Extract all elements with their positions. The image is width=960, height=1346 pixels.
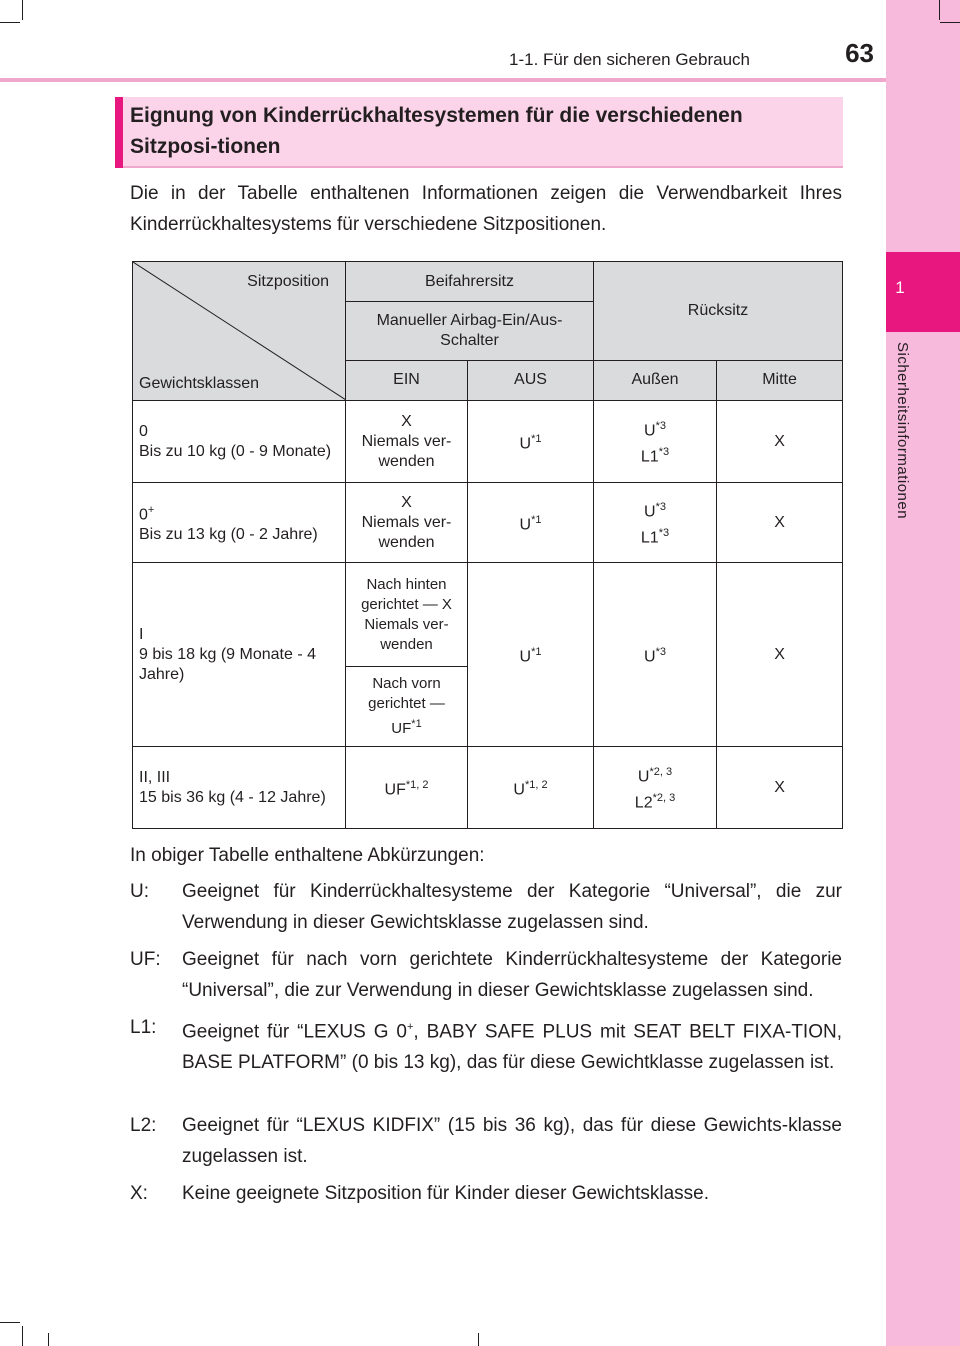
cell-ein bbox=[346, 401, 468, 483]
cell-note: Niemals ver-wenden bbox=[361, 513, 452, 551]
cell-aus bbox=[468, 563, 594, 747]
header-aussen: Außen bbox=[594, 360, 717, 400]
abbreviation-text: Geeignet für nach vorn gerichtete Kinderrückhaltesysteme der Kategorie “Universal”, die zur Verwendung in dieser Gewichtsklasse zugelassen sind. bbox=[182, 949, 842, 1001]
cell-ein bbox=[346, 483, 468, 563]
cell-ein-forward bbox=[346, 667, 468, 747]
cell-value: UF bbox=[384, 781, 406, 799]
cell-footnote: *2, 3 bbox=[649, 766, 673, 779]
crop-mark bbox=[48, 1333, 49, 1346]
abbreviation-item-u bbox=[130, 876, 842, 938]
cell-value: U bbox=[519, 516, 532, 534]
cell-footnote: *1, 2 bbox=[405, 778, 429, 791]
header-aus: AUS bbox=[468, 360, 594, 400]
cell-footnote: *3 bbox=[655, 501, 666, 514]
cell-value: U bbox=[513, 781, 525, 799]
cell-mitte: X bbox=[717, 563, 843, 747]
weight-class: 0 bbox=[139, 422, 148, 440]
abbreviation-key: X: bbox=[130, 1183, 148, 1204]
cell-aussen bbox=[594, 563, 717, 747]
abbreviation-item-uf bbox=[130, 944, 842, 1006]
cell-footnote: *3 bbox=[655, 645, 666, 658]
chapter-number: 1 bbox=[895, 278, 905, 297]
chapter-side-tab bbox=[886, 0, 960, 1346]
abbreviation-item-x bbox=[130, 1178, 842, 1209]
abbreviation-text-part: , BABY SAFE PLUS mit SEAT BELT FIXA-TION, BASE PLATFORM” (0 bis 13 kg), das für diese Gewichtklasse zugelassen ist. bbox=[182, 1021, 842, 1074]
section-heading: Eignung von Kinderrückhaltesystemen für die verschiedenen Sitzposi-tionen bbox=[130, 104, 743, 158]
weight-range: 9 bis 18 kg (9 Monate - 4 Jahre) bbox=[139, 645, 316, 683]
weight-class: 0 bbox=[139, 506, 148, 524]
table-corner-cell bbox=[133, 262, 346, 401]
cell-ein bbox=[346, 747, 468, 829]
abbreviation-text: Geeignet für “LEXUS KIDFIX” (15 bis 36 kg), das für diese Gewichts-klasse zugelassen ist. bbox=[182, 1115, 842, 1167]
table-row bbox=[133, 401, 843, 483]
crop-mark bbox=[22, 1326, 23, 1346]
cell-footnote: *1 bbox=[531, 432, 542, 445]
child-seat-suitability-table bbox=[132, 261, 843, 829]
running-header: 1-1. Für den sicheren Gebrauch bbox=[509, 50, 750, 69]
header-rule bbox=[0, 78, 886, 82]
corner-label-seat-position: Sitzposition bbox=[247, 273, 329, 290]
abbreviations-title: In obiger Tabelle enthaltene Abkürzungen: bbox=[130, 845, 485, 866]
table-row bbox=[133, 483, 843, 563]
crop-mark bbox=[0, 1322, 20, 1323]
cell-value: X bbox=[401, 412, 412, 430]
cell-footnote: *1, 2 bbox=[524, 778, 548, 791]
cell-aus bbox=[468, 483, 594, 563]
weight-class: I bbox=[139, 625, 144, 643]
cell-value: U bbox=[644, 648, 656, 666]
corner-label-weight-class: Gewichtsklassen bbox=[139, 375, 260, 392]
cell-footnote: *1 bbox=[531, 645, 542, 658]
cell-aus bbox=[468, 401, 594, 483]
weight-class-cell bbox=[133, 483, 346, 563]
abbreviation-item-l1 bbox=[130, 1012, 842, 1078]
intro-paragraph: Die in der Tabelle enthaltenen Informationen zeigen die Verwendbarkeit Ihres Kinderrückhaltesystems für verschiedene Sitzpositionen. bbox=[130, 183, 842, 235]
cell-aus bbox=[468, 747, 594, 829]
crop-mark bbox=[939, 0, 940, 20]
abbreviation-text: Geeignet für Kinderrückhaltesysteme der Kategorie “Universal”, die zur Verwendung in dieser Gewichtsklasse zugelassen sind. bbox=[182, 881, 842, 933]
cell-value: L1 bbox=[640, 528, 659, 546]
page-number: 63 bbox=[845, 38, 874, 68]
abbreviation-text: Keine geeignete Sitzposition für Kinder dieser Gewichtsklasse. bbox=[182, 1183, 710, 1204]
header-front-seat: Beifahrersitz bbox=[346, 262, 594, 302]
header-airbag-switch: Manueller Airbag-Ein/Aus-Schalter bbox=[346, 302, 594, 360]
abbreviation-key: L2: bbox=[130, 1115, 157, 1136]
abbreviation-text-part: Geeignet für “LEXUS G 0 bbox=[182, 1021, 407, 1043]
cell-aussen bbox=[594, 483, 717, 563]
cell-value: L2 bbox=[634, 793, 653, 811]
cell-value: U bbox=[519, 648, 532, 666]
cell-value: U bbox=[637, 768, 650, 786]
abbreviation-key: L1: bbox=[130, 1017, 157, 1038]
crop-mark bbox=[0, 22, 20, 23]
weight-class-cell bbox=[133, 401, 346, 483]
cell-footnote: *3 bbox=[658, 526, 670, 539]
cell-value: U bbox=[519, 435, 532, 453]
cell-value: L1 bbox=[640, 447, 659, 465]
cell-value: Nach vorn gerichtet — UF bbox=[368, 675, 445, 737]
abbreviation-item-l2 bbox=[130, 1110, 842, 1172]
abbreviation-text bbox=[182, 1012, 842, 1078]
weight-class-cell bbox=[133, 563, 346, 747]
cell-aussen bbox=[594, 401, 717, 483]
cell-note: Niemals ver-wenden bbox=[361, 432, 452, 470]
abbreviation-key: U: bbox=[130, 881, 149, 902]
cell-ein-rearward: Nach hinten gerichtet — X Niemals ver-wenden bbox=[346, 563, 468, 667]
table-row bbox=[133, 563, 843, 667]
cell-mitte: X bbox=[717, 747, 843, 829]
abbreviation-text-sup: + bbox=[406, 1021, 414, 1033]
crop-mark bbox=[478, 1333, 479, 1346]
cell-value: U bbox=[644, 503, 656, 521]
cell-mitte: X bbox=[717, 401, 843, 483]
weight-range: Bis zu 10 kg (0 - 9 Monate) bbox=[139, 442, 332, 460]
weight-class-sup: + bbox=[147, 503, 155, 516]
cell-footnote: *3 bbox=[658, 445, 670, 458]
header-rear-seat: Rücksitz bbox=[594, 262, 843, 361]
cell-footnote: *1 bbox=[531, 513, 542, 526]
abbreviation-key: UF: bbox=[130, 949, 161, 970]
cell-aussen bbox=[594, 747, 717, 829]
crop-mark bbox=[940, 22, 960, 23]
header-ein: EIN bbox=[346, 360, 468, 400]
chapter-title: Sicherheitsinformationen bbox=[894, 342, 911, 520]
crop-mark bbox=[22, 0, 23, 20]
cell-value: X bbox=[401, 493, 412, 511]
weight-class: II, III bbox=[139, 768, 171, 786]
cell-footnote: *1 bbox=[411, 718, 422, 730]
cell-value: U bbox=[644, 422, 656, 440]
table-row bbox=[133, 747, 843, 829]
weight-range: Bis zu 13 kg (0 - 2 Jahre) bbox=[139, 526, 318, 544]
weight-class-cell bbox=[133, 747, 346, 829]
cell-footnote: *3 bbox=[655, 420, 666, 433]
weight-range: 15 bis 36 kg (4 - 12 Jahre) bbox=[139, 788, 326, 806]
section-heading-bar bbox=[115, 97, 123, 168]
cell-footnote: *2, 3 bbox=[652, 791, 676, 804]
header-mitte: Mitte bbox=[717, 360, 843, 400]
cell-mitte: X bbox=[717, 483, 843, 563]
